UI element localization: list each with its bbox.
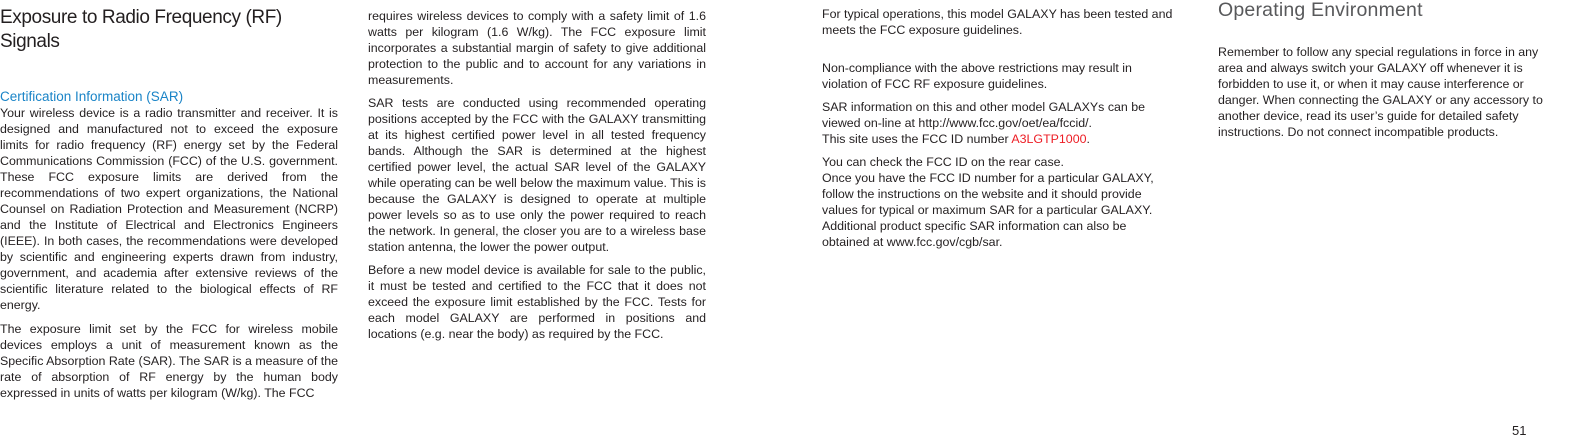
- paragraph-sar-definition: The exposure limit set by the FCC for wireless mobile devices employs a unit of measurement known as the Specific Absorption Rate (SAR). The SAR is a measure of the rate of absorption of RF energy by the human body expressed in units of watts per kilogram (W/kg). The FCC: [0, 322, 338, 400]
- subtitle-sar-certification: Certification Information (SAR): [0, 89, 184, 104]
- paragraph-rear-case: You can check the FCC ID on the rear case.: [822, 155, 1064, 169]
- section-title-operating-environment: Operating Environment: [1218, 0, 1423, 21]
- paragraph-operating-environment: Remember to follow any special regulations in force in any area and always switch your GALAXY off whenever it is forbidden to use it, or when it may cause interference or danger. When connecting the GALAXY or any accessory to another device, read its user’s guide for detailed safety instructions. Do not connect incompatible products.: [1218, 45, 1543, 139]
- fcc-id-period: .: [1086, 132, 1090, 146]
- paragraph-fcc-instructions: Once you have the FCC ID number for a particular GALAXY, follow the instructions on the website and it should provide values for typical or maximum SAR for a particular GALAXY. Additional product specific SAR information can also be obtained at www.fcc.gov/cgb/sar.: [822, 171, 1154, 249]
- section-title-rf-exposure: Exposure to Radio Frequency (RF) Signals: [0, 7, 282, 52]
- page-number: 51: [1512, 423, 1527, 438]
- paragraph-typical-operations: For typical operations, this model GALAXY has been tested and meets the FCC exposure guidelines.: [822, 7, 1173, 37]
- paragraph-sar-tests: SAR tests are conducted using recommended operating positions accepted by the FCC with the GALAXY transmitting at its highest certified power level in all tested frequency bands. Although the SAR is determined at the highest certified power level, the actual SAR level of the GALAXY while operating can be well below the maximum value. This is because the GALAXY is designed to operate at multiple power levels so as to use only the power required to reach the network. In general, the closer you are to a wireless base station antenna, the lower the power output.: [368, 96, 706, 254]
- paragraph-sar-online: [822, 99, 1177, 147]
- column-1: [0, 0, 338, 401]
- column-4: [1218, 0, 1558, 140]
- sar-online-text: SAR information on this and other model GALAXYs can be viewed on-line at http://www.fcc.gov/oet/ea/fccid/.: [822, 100, 1146, 130]
- fcc-id-intro: This site uses the FCC ID number: [822, 132, 1009, 146]
- paragraph-certification: Before a new model device is available for sale to the public, it must be tested and certified to the FCC that it does not exceed the exposure limit established by the FCC. Tests for each model GALAXY are performed in positions and locations (e.g. near the body) as required by the FCC.: [368, 263, 706, 341]
- column-2: [368, 0, 706, 349]
- paragraph-non-compliance: Non-compliance with the above restrictions may result in violation of FCC RF exposure guidelines.: [822, 61, 1132, 91]
- column-3: [822, 0, 1177, 250]
- paragraph-rf-intro: Your wireless device is a radio transmitter and receiver. It is designed and manufactured not to exceed the exposure limits for radio frequency (RF) energy set by the Federal Communications Commission (FCC) of the U.S. government. These FCC exposure limits are derived from the recommendations of two expert organizations, the National Counsel on Radiation Protection and Measurement (NCRP) and the Institute of Electrical and Electronics Engineers (IEEE). In both cases, the recommendations were developed by scientific and engineering experts drawn from industry, government, and academia after extensive reviews of the scientific literature related to the biological effects of RF energy.: [0, 106, 338, 312]
- fcc-id-number: A3LGTP1000: [1011, 132, 1087, 146]
- paragraph-safety-limit: requires wireless devices to comply with a safety limit of 1.6 watts per kilogram (1.6 W/kg). The FCC exposure limit incorporates a substantial margin of safety to give additional protection to the public and to account for any variations in measurements.: [368, 9, 706, 87]
